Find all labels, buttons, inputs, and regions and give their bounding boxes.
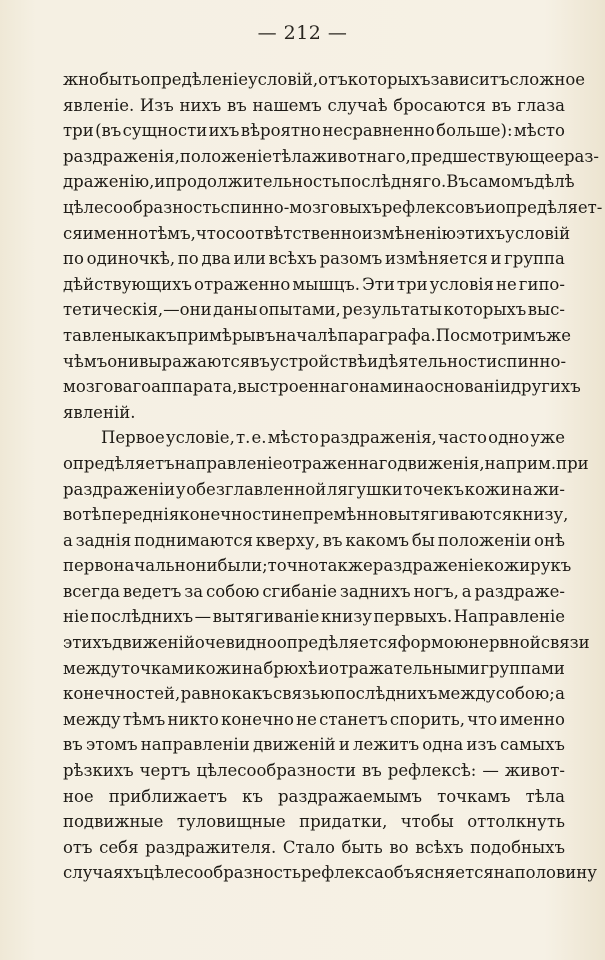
text-line: раздраженіи у обезглавленной лягушки точекъ кожи на жи- — [63, 479, 565, 499]
text-line: всегда ведетъ за собою сгибаніе заднихъ ногъ, а раздраже- — [63, 581, 565, 601]
text-line: явленій. — [63, 402, 136, 422]
text-line: Первое условіе, т. е. мѣсто раздраженія, часто одно уже — [101, 428, 565, 448]
text-line: ся именно тѣмъ, что соотвѣтственно измѣненію этихъ условій — [63, 223, 571, 243]
text-line: явленіе. Изъ нихъ въ нашемъ случаѣ бросаются въ глаза — [63, 95, 565, 115]
text-line: случаяхъ цѣлесообразность рефлекса объясняется на половину — [63, 863, 597, 883]
text-line: раздраженія, положеніе тѣла животнаго, предшествующее раз- — [63, 146, 599, 166]
text-line: три (въ сущности ихъ вѣроятно несравненно больше): мѣсто — [63, 121, 565, 141]
body-text — [63, 67, 603, 886]
text-line: въ этомъ направленіи движеній и лежитъ одна изъ самыхъ — [63, 735, 565, 755]
text-line: опредѣляетъ направленіе отраженнаго движенія, наприм. при — [63, 453, 589, 473]
text-line: отъ себя раздражителя. Стало быть во всѣхъ подобныхъ — [63, 837, 565, 857]
text-line: чѣмъ они выражаются въ устройствѣ и дѣятельности спинно- — [63, 351, 567, 371]
page-number: — 212 — — [257, 22, 348, 44]
text-line: ное приближаетъ къ раздражаемымъ точкамъ тѣла — [63, 786, 565, 806]
text-line: дѣйствующихъ отраженно мышцъ. Эти три условія не гипо- — [63, 274, 565, 294]
text-line: драженію, и продолжительность послѣдняго. Въ самомъ дѣлѣ — [63, 172, 575, 192]
text-line: тавлены какъ примѣры въ началѣ параграфа. Посмотримъ же — [63, 325, 572, 345]
text-line: а заднія поднимаются кверху, въ какомъ бы положеніи онѣ — [63, 530, 565, 550]
text-line: между точками кожи на брюхѣ и отражательными группами — [63, 658, 565, 678]
text-line: жно быть опредѣленіе условій, отъ которыхъ зависитъ сложное — [63, 70, 586, 89]
text-line: ніе послѣднихъ — вытягиваніе книзу первыхъ. Направленіе — [63, 607, 565, 627]
text-line: цѣлесообразность спинно-мозговыхъ рефлексовъ и опредѣляет- — [63, 197, 603, 217]
text-line: по одиночкѣ, по два или всѣхъ разомъ измѣняется и группа — [63, 249, 565, 269]
text-line: между тѣмъ никто конечно не станетъ спорить, что именно — [63, 709, 565, 729]
text-line: первоначально ни были; точно также раздраженіе кожи рукъ — [63, 556, 572, 576]
text-line: этихъ движеній очевидно опредѣляется формою нервной связи — [63, 633, 590, 653]
text-line: рѣзкихъ чертъ цѣлесообразности въ рефлексѣ: — живот- — [63, 761, 565, 781]
text-line: подвижные туловищные придатки, чтобы оттолкнуть — [63, 812, 565, 832]
text-line: конечностей, равно какъ связью послѣднихъ между собою; а — [63, 684, 565, 704]
text-line: мозговаго аппарата, выстроеннаго нами на основаніи другихъ — [63, 377, 581, 397]
text-line: тетическія,—они даны опытами, результаты которыхъ выс- — [63, 300, 565, 320]
text-line: вотѣ переднія конечности непремѣнно вытягиваются книзу, — [63, 505, 569, 525]
